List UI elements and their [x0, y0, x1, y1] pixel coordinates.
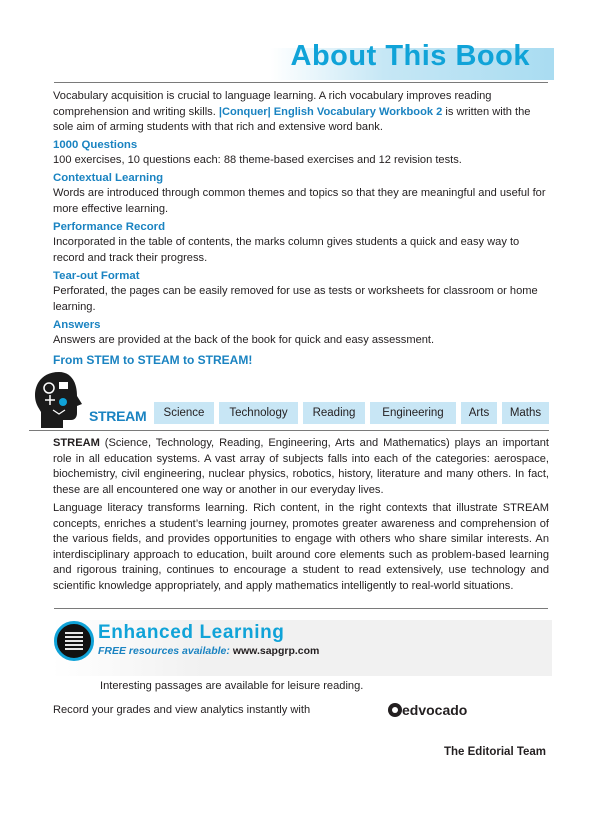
signature: The Editorial Team — [444, 746, 547, 758]
section-text-contextual: Words are introduced through common themes and topics so that they are meaningful and useful for more effective learning. — [53, 187, 546, 215]
free-resources — [98, 645, 319, 657]
record-grades-text: Record your grades and view analytics instantly with — [53, 704, 311, 716]
page-title: About This Book — [290, 40, 530, 72]
edvocado-logo: edvocado — [402, 702, 468, 718]
section-heading-contextual: Contextual Learning — [53, 172, 164, 184]
tag-reading: Reading — [303, 402, 365, 424]
section-heading-tearout: Tear-out Format — [53, 270, 140, 282]
leisure-reading-text: Interesting passages are available for leisure reading. — [100, 680, 364, 692]
stream-logo-text: STREAM — [89, 408, 147, 424]
tag-engineering: Engineering — [370, 402, 456, 424]
tag-science: Science — [154, 402, 214, 424]
resource-link[interactable]: www.sapgrp.com — [232, 645, 320, 657]
tag-technology: Technology — [219, 402, 298, 424]
edvocado-icon — [388, 703, 402, 717]
tag-arts: Arts — [461, 402, 497, 424]
tag-maths: Maths — [502, 402, 549, 424]
title-banner — [270, 40, 554, 78]
stream-rule — [29, 430, 549, 431]
intro-part2: is written with the sole aim of arming students with that rich and extensive word bank. — [53, 105, 531, 134]
stream-para1-text: (Science, Technology, Reading, Engineering, Arts and Mathematics) plays an important role in all education systems. A vast array of subjects falls into each of the categories: aerospace, biochemistry, civil engineering, nuclear physics, robotics, history, literature and many others. In fact, these are all encountered one way or another in our everyday lives. — [53, 437, 549, 496]
section-heading-answers: Answers — [53, 319, 101, 331]
stream-heading: From STEM to STEAM to STREAM! — [53, 353, 253, 367]
stream-head-icon — [29, 368, 89, 432]
stream-bold: STREAM — [53, 437, 100, 449]
free-label: FREE resources available: — [98, 645, 233, 657]
section-text-questions: 100 exercises, 10 questions each: 88 theme-based exercises and 12 revision tests. — [53, 154, 462, 166]
qr-code-icon — [54, 621, 94, 661]
section-text-tearout: Perforated, the pages can be easily removed for use as tests or worksheets for classroom or home learning. — [53, 285, 538, 313]
stream-paragraph-1 — [53, 436, 549, 498]
book-name: |Conquer| English Vocabulary Workbook 2 — [218, 105, 443, 118]
section-text-answers: Answers are provided at the back of the book for quick and easy assessment. — [53, 334, 435, 346]
qr-pattern — [65, 632, 83, 650]
section-heading-performance: Performance Record — [53, 221, 166, 233]
bottom-rule — [54, 608, 548, 609]
intro-part1: Vocabulary acquisition is crucial to language learning. A rich vocabulary improves reading comprehension and writing skills. — [53, 90, 492, 118]
intro-paragraph — [53, 89, 549, 136]
top-rule — [54, 82, 548, 83]
stream-paragraph-2: Language literacy transforms learning. Rich content, in the right contexts that illustrate STREAM concepts, enriches a student’s learning journey, promotes greater awareness and comprehension of the various fields, and provides opportunities to engage with others who share similar interests. An interdisciplinary approach to education, built around core elements such as problem-based learning and rigorous training, continues to encourage a student to read extensively, use technology and scientific knowledge appropriately, and apply mathematics intelligently to real-world situations. — [53, 502, 549, 592]
section-heading-questions: 1000 Questions — [53, 139, 138, 151]
enhanced-learning-title: Enhanced Learning — [98, 622, 285, 643]
section-text-performance: Incorporated in the table of contents, the marks column gives students a quick and easy way to record and track their progress. — [53, 236, 520, 264]
